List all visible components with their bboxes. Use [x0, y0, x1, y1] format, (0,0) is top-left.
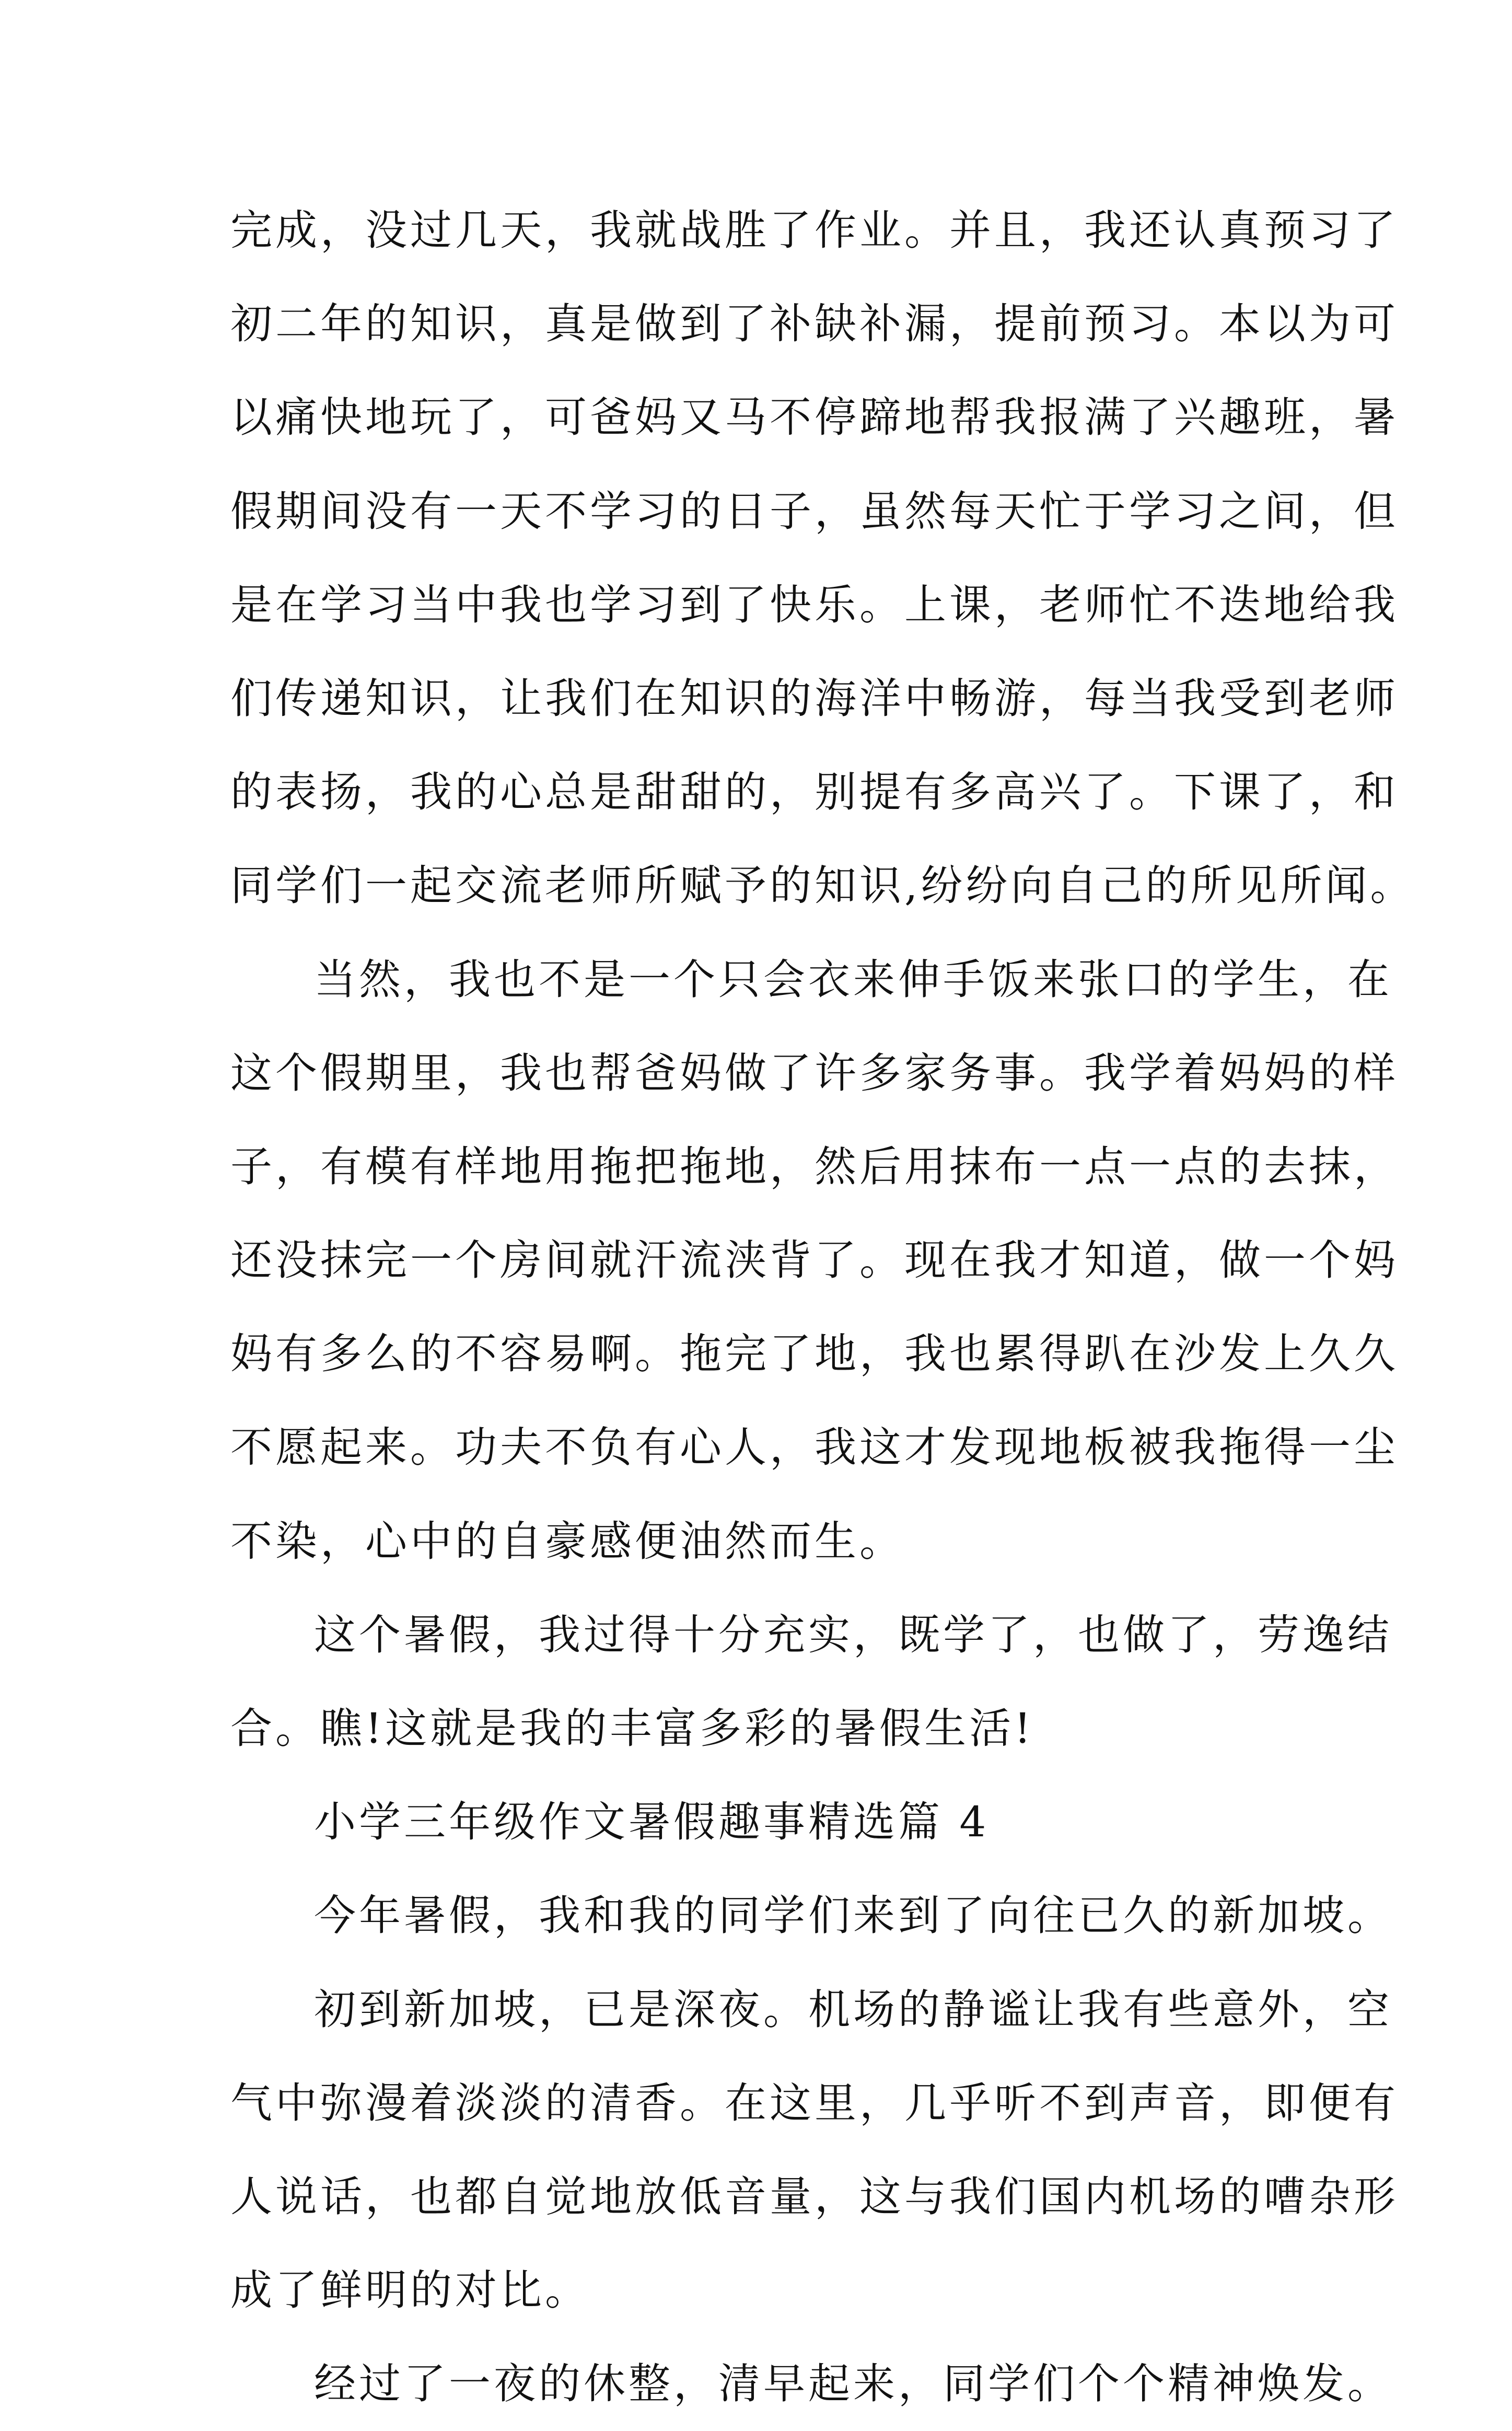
text-line: 不愿起来。功夫不负有心人，我这才发现地板被我拖得一尘	[230, 1423, 1399, 1472]
text-line: 这个假期里，我也帮爸妈做了许多家务事。我学着妈妈的样	[230, 1048, 1399, 1097]
section-heading: 小学三年级作文暑假趣事精选篇 4	[314, 1798, 990, 1847]
text-line: 成了鲜明的对比。	[230, 2266, 590, 2315]
text-line: 还没抹完一个房间就汗流浃背了。现在我才知道，做一个妈	[230, 1236, 1399, 1285]
text-line: 今年暑假，我和我的同学们来到了向往已久的新加坡。	[314, 1891, 1392, 1940]
text-line: 同学们一起交流老师所赋予的知识,纷纷向自己的所见所闻。	[230, 861, 1415, 910]
text-line: 经过了一夜的休整，清早起来，同学们个个精神焕发。	[314, 2359, 1392, 2409]
body-text	[230, 183, 1415, 2431]
text-line: 完成，没过几天，我就战胜了作业。并且，我还认真预习了	[230, 206, 1399, 254]
text-line: 人说话，也都自觉地放低音量，这与我们国内机场的嘈杂形	[230, 2172, 1399, 2221]
text-line: 这个暑假，我过得十分充实，既学了，也做了，劳逸结	[314, 1610, 1392, 1659]
text-line: 的表扬，我的心总是甜甜的，别提有多高兴了。下课了，和	[230, 768, 1399, 817]
text-line: 妈有多么的不容易啊。拖完了地，我也累得趴在沙发上久久	[230, 1329, 1399, 1379]
text-line: 当然，我也不是一个只会衣来伸手饭来张口的学生，在	[314, 955, 1392, 1004]
text-line: 合。瞧!这就是我的丰富多彩的暑假生活!	[230, 1704, 1034, 1753]
text-line: 初到新加坡，已是深夜。机场的静谧让我有些意外，空	[314, 1985, 1392, 2034]
text-line: 气中弥漫着淡淡的清香。在这里，几乎听不到声音，即便有	[230, 2078, 1399, 2127]
text-line: 假期间没有一天不学习的日子，虽然每天忙于学习之间，但	[230, 487, 1399, 536]
text-line: 初二年的知识，真是做到了补缺补漏，提前预习。本以为可	[230, 299, 1399, 349]
text-line: 子，有模有样地用拖把拖地，然后用抹布一点一点的去抹，	[230, 1142, 1399, 1191]
text-line: 以痛快地玩了，可爸妈又马不停蹄地帮我报满了兴趣班，暑	[230, 393, 1399, 442]
text-line: 不染，心中的自豪感便油然而生。	[230, 1517, 904, 1566]
text-line: 们传递知识，让我们在知识的海洋中畅游，每当我受到老师	[230, 674, 1399, 723]
text-line: 是在学习当中我也学习到了快乐。上课，老师忙不迭地给我	[230, 580, 1399, 629]
